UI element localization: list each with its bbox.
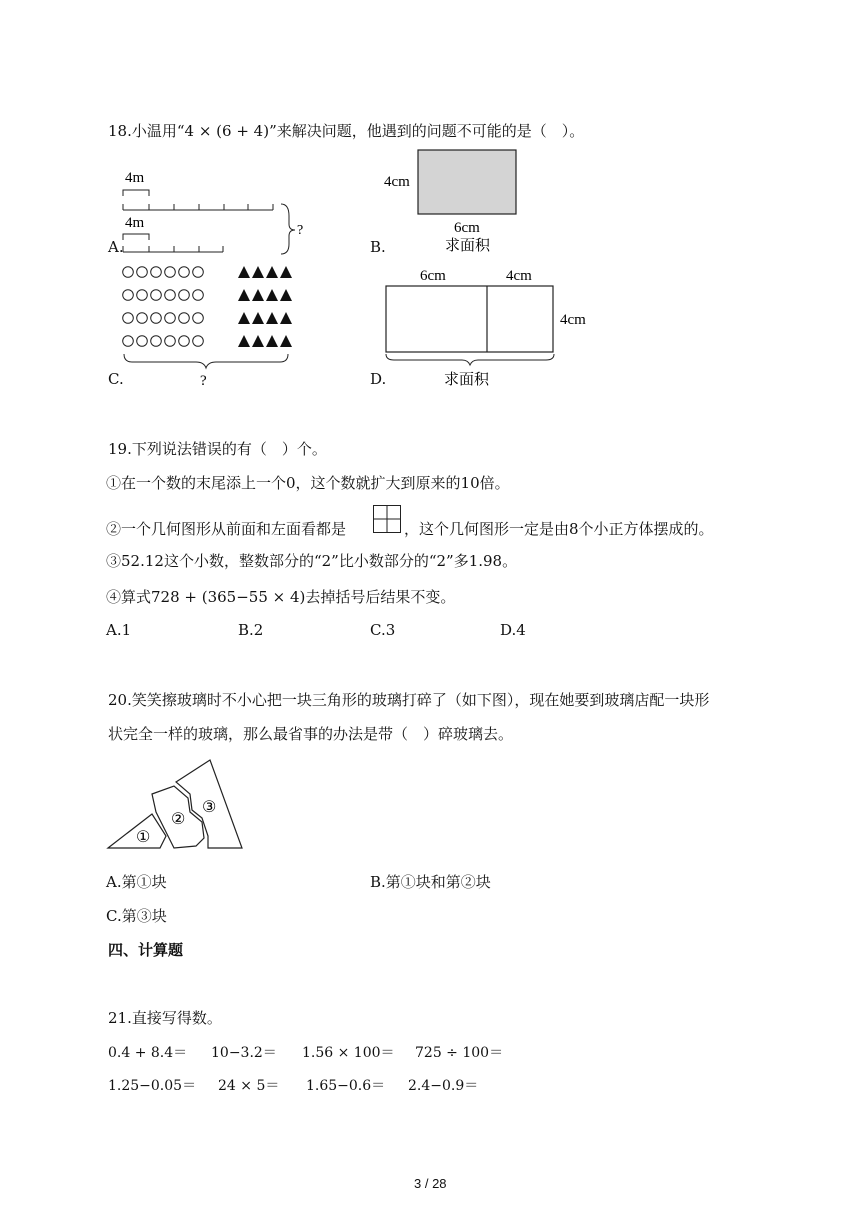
q21-row1-item-3: 1.56 × 100＝ [302,1045,395,1061]
fig-a-right-brace [281,204,295,254]
circle-shape [165,336,176,347]
triangle-shape [280,312,292,324]
circle-shape [193,336,204,347]
fig-a-bottom-bracket [123,234,149,240]
q19-statement-2-part-2: ，这个几何图形一定是由8个小正方体摆成的。 [404,520,714,538]
fig-a-top-ticks [123,204,273,210]
triangle-shape [252,335,264,347]
fig-a-seg-top-label: 4m [125,170,145,186]
fig-b-side-label: 4cm [384,174,410,190]
q21-row1-item-1: 0.4 + 8.4＝ [108,1045,188,1061]
grid-view-icon [372,504,402,534]
q18-option-d[interactable]: D. [370,370,387,388]
q18-figure-c [118,262,304,388]
triangle-shape [238,289,250,301]
circle-shape [193,313,204,324]
q21-row2-item-3: 1.65−0.6＝ [306,1078,386,1094]
triangle-shape [266,312,278,324]
circle-shape [179,336,190,347]
fig-c-question-mark: ? [200,373,207,388]
circle-shape [151,267,162,278]
q19-option-b[interactable]: B.2 [238,621,264,639]
circle-shape [137,313,148,324]
q18-option-a[interactable]: A. [108,238,124,256]
triangle-shape [252,266,264,278]
q21-row2-item-4: 2.4−0.9＝ [408,1078,479,1094]
circle-shape [193,267,204,278]
circle-shape [179,313,190,324]
q20-broken-glass-figure [104,756,252,856]
circle-shape [151,336,162,347]
circle-shape [137,290,148,301]
glass-label-3: ③ [202,799,217,816]
fig-d-right-top-label: 4cm [506,268,532,284]
q19-statement-4: ④算式728 + (365−55 × 4)去掉括号后结果不变。 [106,588,456,606]
circle-shape [151,313,162,324]
q18-option-b[interactable]: B. [370,238,386,256]
fig-c-triangles [238,266,292,347]
circle-shape [165,267,176,278]
circle-shape [123,336,134,347]
q20-option-c[interactable]: C.第③块 [106,907,167,925]
circle-shape [137,336,148,347]
circle-shape [193,290,204,301]
circle-shape [137,267,148,278]
q20-stem-line-1: 20.笑笑擦玻璃时不小心把一块三角形的玻璃打碎了（如下图），现在她要到玻璃店配一块形 [108,691,710,709]
triangle-shape [280,289,292,301]
circle-shape [123,267,134,278]
q18-figure-b [378,146,528,258]
fig-d-caption: 求面积 [444,372,490,388]
fig-d-left-top-label: 6cm [420,268,446,284]
glass-label-1: ① [136,829,151,846]
circle-shape [151,290,162,301]
q19-statement-3: ③52.12这个小数，整数部分的“2”比小数部分的“2”多1.98。 [106,552,518,570]
circle-shape [179,267,190,278]
q21-row1-item-2: 10−3.2＝ [211,1045,277,1061]
triangle-shape [280,335,292,347]
q19-statement-2-part-1: ②一个几何图形从前面和左面看都是 [106,520,347,538]
q18-figure-d [380,264,595,388]
q20-option-b[interactable]: B.第①块和第②块 [370,873,491,891]
q19-option-d[interactable]: D.4 [500,621,526,639]
q19-option-c[interactable]: C.3 [370,621,396,639]
q19-statement-1: ①在一个数的末尾添上一个0，这个数就扩大到原来的10倍。 [106,474,510,492]
fig-c-bottom-brace [124,354,288,368]
q19-option-a[interactable]: A.1 [106,621,132,639]
circle-shape [165,313,176,324]
triangle-shape [238,335,250,347]
fig-c-circles [123,267,204,347]
q20-option-a[interactable]: A.第①块 [106,873,167,891]
circle-shape [179,290,190,301]
circle-shape [123,290,134,301]
triangle-shape [266,289,278,301]
fig-d-side-label: 4cm [560,312,586,328]
fig-a-seg-bottom-label: 4m [125,215,145,231]
triangle-shape [266,335,278,347]
triangle-shape [280,266,292,278]
page-number: 3 / 28 [414,1176,447,1191]
circle-shape [123,313,134,324]
glass-label-2: ② [171,811,186,828]
q21-row2-item-1: 1.25−0.05＝ [108,1078,197,1094]
triangle-shape [252,289,264,301]
fig-d-rectangle [386,286,553,352]
fig-b-caption: 求面积 [445,238,491,254]
triangle-shape [252,312,264,324]
q18-figure-a [105,166,315,258]
q18-option-c[interactable]: C. [108,370,124,388]
fig-a-top-bracket [123,190,149,196]
q21-stem: 21.直接写得数。 [108,1009,222,1027]
circle-shape [165,290,176,301]
fig-a-bottom-ticks [123,246,223,252]
q21-row1-item-4: 725 ÷ 100＝ [415,1045,504,1061]
q19-stem: 19.下列说法错误的有（ ）个。 [108,440,327,458]
fig-b-rectangle [418,150,516,214]
q20-stem-line-2: 状完全一样的玻璃，那么最省事的办法是带（ ）碎玻璃去。 [108,725,514,743]
fig-a-question-mark: ? [297,223,304,238]
q18-stem: 18.小温用“4 × (6 + 4)”来解决问题，他遇到的问题不可能的是（ ）。 [108,122,585,140]
q21-row2-item-2: 24 × 5＝ [218,1078,280,1094]
fig-d-bottom-brace [386,354,554,365]
fig-b-bottom-label: 6cm [454,220,480,236]
triangle-shape [238,266,250,278]
section-title: 四、计算题 [108,941,184,959]
triangle-shape [238,312,250,324]
triangle-shape [266,266,278,278]
